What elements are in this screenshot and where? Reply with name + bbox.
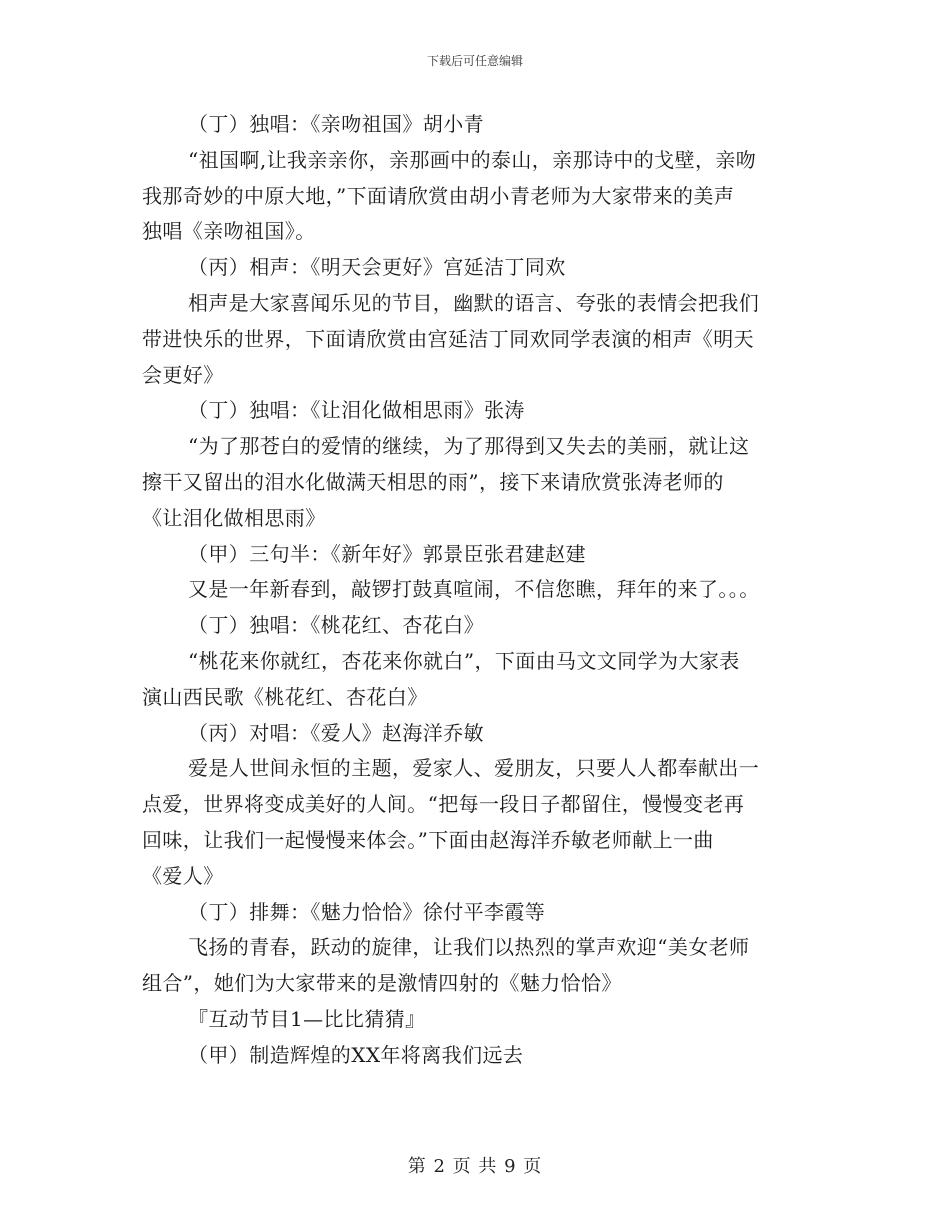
- paragraph-line: （丁）排舞：《魅力恰恰》徐付平李霞等: [188, 899, 546, 924]
- paragraph-line: 又是一年新春到，敲锣打鼓真喧闹，不信您瞧，拜年的来了。。。: [188, 577, 760, 602]
- paragraph-line: （丙）相声：《明天会更好》宫延洁丁同欢: [188, 255, 566, 280]
- paragraph-line: “为了那苍白的爱情的继续，为了那得到又失去的美丽，就让这: [188, 434, 750, 459]
- paragraph-line: 带进快乐的世界，下面请欣赏由宫延洁丁同欢同学表演的相声《明天: [142, 326, 754, 351]
- paragraph-line: （丁）独唱：《让泪化做相思雨》张涛: [188, 398, 525, 423]
- paragraph-line: 《爱人》: [142, 863, 224, 888]
- paragraph-line: 飞扬的青春，跃动的旋律，让我们以热烈的掌声欢迎“美女老师: [188, 935, 750, 960]
- paragraph-line: 我那奇妙的中原大地，”下面请欣赏由胡小青老师为大家带来的美声: [142, 183, 735, 208]
- paragraph-line: 组合”，她们为大家带来的是激情四射的《魅力恰恰》: [142, 971, 622, 996]
- paragraph-line: 『互动节目1—比比猜猜』: [188, 1006, 426, 1031]
- paragraph-line: （丙）对唱：《爱人》赵海洋乔敏: [188, 720, 484, 745]
- paragraph-line: 爱是人世间永恒的主题，爱家人、爱朋友，只要人人都奉献出一: [188, 756, 760, 781]
- paragraph-line: “祖国啊,让我亲亲你，亲那画中的泰山，亲那诗中的戈壁，亲吻: [188, 147, 757, 172]
- paragraph-line: （甲）制造辉煌的XX年将离我们远去: [188, 1042, 524, 1067]
- paragraph-line: 回味，让我们一起慢慢来体会。”下面由赵海洋乔敏老师献上一曲: [142, 827, 714, 852]
- page-number-footer: 第 2 页 共 9 页: [407, 1156, 543, 1177]
- paragraph-line: 《让泪化做相思雨》: [142, 505, 326, 530]
- paragraph-line: （甲）三句半：《新年好》郭景臣张君建赵建: [188, 541, 586, 566]
- paragraph-line: 独唱《亲吻祖国》。: [142, 219, 316, 244]
- paragraph-line: 擦干又留出的泪水化做满天相思的雨”，接下来请欣赏张涛老师的: [142, 469, 724, 494]
- paragraph-line: “桃花来你就红，杏花来你就白”，下面由马文文同学为大家表: [188, 648, 740, 673]
- paragraph-line: 会更好》: [142, 362, 224, 387]
- paragraph-line: 演山西民歌《桃花红、杏花白》: [142, 684, 428, 709]
- page-header: 下载后可任意编辑: [426, 54, 523, 68]
- document-body: [142, 107, 812, 1074]
- paragraph-line: （丁）独唱：《桃花红、杏花白》: [188, 613, 484, 638]
- paragraph-line: 点爱，世界将变成美好的人间。“把每一段日子都留住，慢慢变老再: [142, 792, 745, 817]
- paragraph-line: （丁）独唱：《亲吻祖国》胡小青: [188, 112, 484, 136]
- paragraph-line: 相声是大家喜闻乐见的节目，幽默的语言、夸张的表情会把我们: [188, 290, 760, 315]
